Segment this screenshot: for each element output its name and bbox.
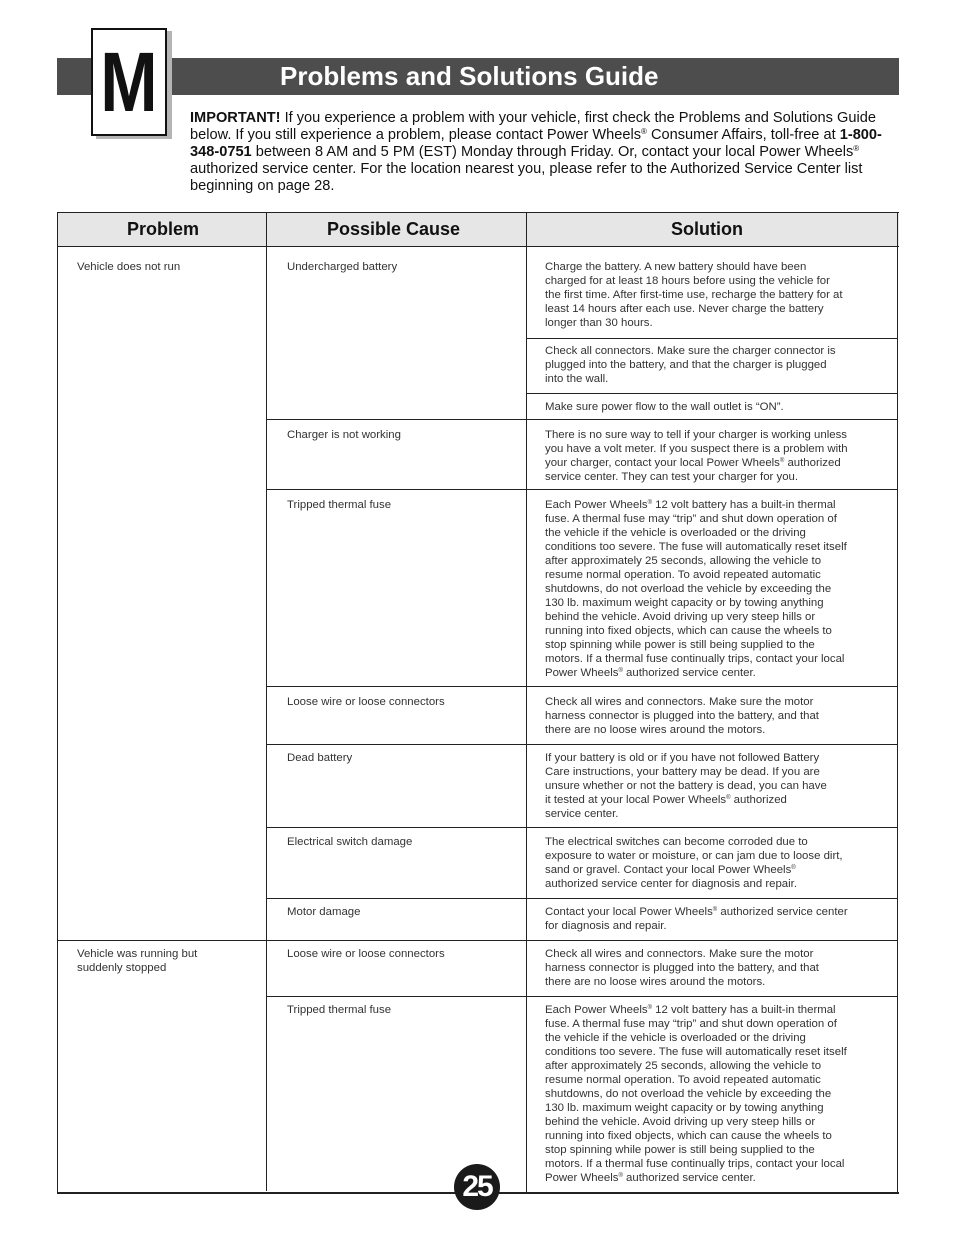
row-divider (267, 898, 898, 899)
solution-cell: Charge the battery. A new battery should have been charged for at least 18 hours before using the vehicle for the first time. After first-time use, recharge the battery for at least 14 hours after each use. Never charge the battery longer than 30 hours. (545, 261, 843, 329)
solution-cell: Check all wires and connectors. Make sure the motor harness connector is plugged into the battery, and that there are no loose wires around the motors. (545, 948, 819, 988)
intro-text-3: between 8 AM and 5 PM (EST) Monday through Friday. Or, contact your local Power Wheels (251, 144, 854, 160)
problem-cell: Vehicle does not run (77, 261, 181, 273)
registered-mark: ® (779, 458, 785, 464)
registered-mark: ® (618, 1173, 623, 1179)
registered-mark: ® (853, 144, 860, 153)
header-solution: Solution (527, 213, 899, 247)
intro-text-4: authorized service center. For the location nearest you, please refer to the Authorized Service Center list beginning on page 28. (190, 161, 863, 194)
row-divider (267, 827, 898, 828)
row-divider (267, 489, 898, 490)
solution-cell: Check all connectors. Make sure the charger connector is plugged into the battery, and that the charger is plugged into the wall. (545, 345, 836, 385)
intro-paragraph (190, 110, 885, 195)
solution-cell: Check all wires and connectors. Make sure the motor harness connector is plugged into the battery, and that there are no loose wires around the motors. (545, 696, 819, 736)
column-divider (266, 213, 267, 1191)
solution-cell: If your battery is old or if you have not followed Battery Care instructions, your battery may be dead. If you are unsure whether or not the battery is dead, you can have it tested at your local Power Wheels® authorized service center. (545, 752, 827, 820)
section-marker (91, 28, 167, 136)
column-divider (526, 213, 527, 1193)
page-title: Problems and Solutions Guide (280, 61, 659, 91)
row-divider (267, 419, 898, 420)
row-divider (267, 996, 898, 997)
cause-cell: Undercharged battery (287, 261, 398, 273)
section-letter: M (100, 35, 158, 129)
table-border-left (57, 213, 58, 1193)
registered-mark: ® (791, 865, 796, 871)
cause-cell: Dead battery (287, 752, 353, 764)
solution-cell: Contact your local Power Wheels® authorized service center for diagnosis and repair. (545, 906, 848, 932)
intro-text-2: Consumer Affairs, toll-free at (646, 127, 840, 143)
intro-text-1: If you experience a problem with your vehicle, first check the Problems and Solutions Guide below. If you still experience a problem, please contact Power Wheels (190, 110, 876, 143)
page-number: 25 (454, 1164, 500, 1210)
solution-cell: Each Power Wheels® 12 volt battery has a built-in thermal fuse. A thermal fuse may “trip” and shut down operation of the vehicle if the vehicle is overloaded or the driving conditions too severe. The fuse will automatically reset itself after approximately 25 seconds, allowing the vehicle to resume normal operation. To avoid repeated automatic shutdowns, do not overload the vehicle by exceeding the 130 lb. maximum weight capacity or by towing anything behind the vehicle. Avoid driving up very steep hills or running into fixed objects, which can cause the wheels to stop spinning while power is still being supplied to the motors. If a thermal fuse continually trips, contact your local Power Wheels® authorized service center. (545, 499, 847, 679)
registered-mark: ® (618, 668, 623, 674)
problem-cell: Vehicle was running but suddenly stopped (77, 948, 198, 974)
cause-cell: Charger is not working (287, 429, 401, 441)
row-divider (527, 338, 898, 339)
cause-cell: Tripped thermal fuse (287, 499, 392, 511)
row-divider (267, 686, 898, 687)
problems-table (57, 212, 899, 1194)
important-label: IMPORTANT! (190, 110, 281, 126)
phone-number: 1-800-348-0751 (190, 127, 882, 160)
table-border-right (897, 213, 898, 1193)
cause-cell: Loose wire or loose connectors (287, 696, 445, 708)
solution-cell: The electrical switches can become corroded due to exposure to water or moisture, or can jam due to loose dirt, sand or gravel. Contact your local Power Wheels® authorized service center for diagnosis and repair. (545, 836, 843, 890)
cause-cell: Tripped thermal fuse (287, 1004, 392, 1016)
row-divider (527, 393, 898, 394)
solution-cell: Each Power Wheels® 12 volt battery has a built-in thermal fuse. A thermal fuse may “trip” and shut down operation of the vehicle if the vehicle is overloaded or the driving conditions too severe. The fuse will automatically reset itself after approximately 25 seconds, allowing the vehicle to resume normal operation. To avoid repeated automatic shutdowns, do not overload the vehicle by exceeding the 130 lb. maximum weight capacity or by towing anything behind the vehicle. Avoid driving up very steep hills or running into fixed objects, which can cause the wheels to stop spinning while power is still being supplied to the motors. If a thermal fuse continually trips, contact your local Power Wheels® authorized service center. (545, 1004, 847, 1184)
problem-divider (57, 940, 898, 941)
header-possible-cause: Possible Cause (267, 213, 527, 247)
header-problem: Problem (57, 213, 267, 247)
solution-cell: There is no sure way to tell if your charger is working unless you have a volt meter. If you suspect there is a problem with your charger, contact your local Power Wheels® authorized service center. They can test your charger for you. (545, 429, 848, 483)
cause-cell: Motor damage (287, 906, 361, 918)
registered-mark: ® (726, 795, 731, 801)
cause-cell: Loose wire or loose connectors (287, 948, 445, 960)
solution-cell: Make sure power flow to the wall outlet is “ON”. (545, 401, 784, 413)
registered-mark: ® (712, 907, 718, 913)
registered-mark: ® (647, 1005, 652, 1011)
registered-mark: ® (641, 127, 647, 136)
registered-mark: ® (647, 500, 652, 506)
row-divider (267, 744, 898, 745)
cause-cell: Electrical switch damage (287, 836, 413, 848)
